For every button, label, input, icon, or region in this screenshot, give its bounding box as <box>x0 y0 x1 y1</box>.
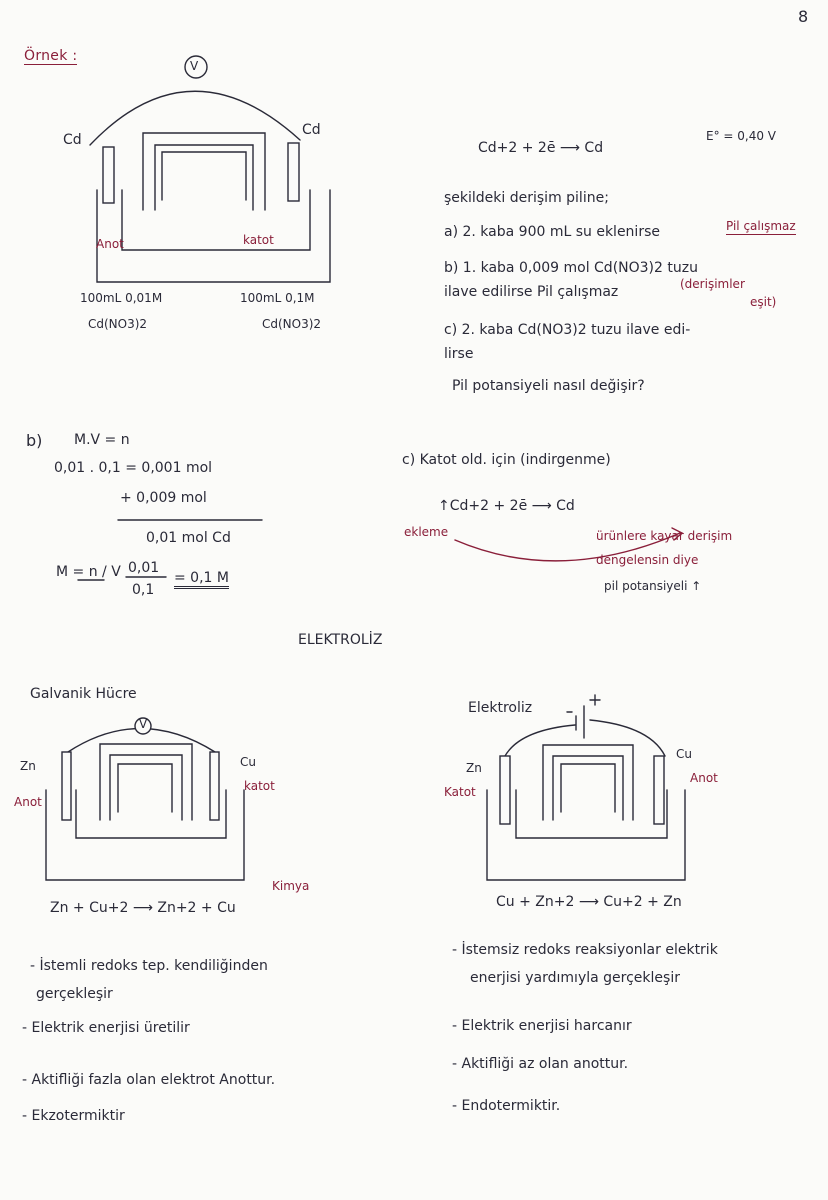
left-electrode-label: Cd <box>63 132 82 148</box>
question-a: a) 2. kaba 900 mL su eklenirse <box>444 224 660 240</box>
galvanic-cathode-label: katot <box>244 779 275 793</box>
right-electrode-label: Cd <box>302 122 321 138</box>
voltmeter-label: V <box>190 59 199 73</box>
galvanic-right-metal: Cu <box>240 755 256 769</box>
example-intro: şekildeki derişim piline; <box>444 190 609 206</box>
solution-b-frac-top: 0,01 <box>128 560 160 576</box>
electrolysis-left-metal: Zn <box>466 761 482 775</box>
galvanic-cell-diagram <box>46 718 244 880</box>
question-b-note: (derişimler <box>680 277 745 291</box>
electrolysis-reaction: Cu + Zn+2 ⟶ Cu+2 + Zn <box>496 894 682 910</box>
electrolysis-bullet-1: - İstemsiz redoks reaksiyonlar elektrik <box>452 942 718 958</box>
galvanic-reaction: Zn + Cu+2 ⟶ Zn+2 + Cu <box>50 900 236 916</box>
right-solution-conc: 100mL 0,1M <box>240 291 315 305</box>
electrolysis-right-metal: Cu <box>676 747 692 761</box>
solution-c-reaction: ↑Cd+2 + 2ē ⟶ Cd <box>438 498 575 514</box>
galvanic-left-metal: Zn <box>20 759 36 773</box>
right-solution-salt: Cd(NO3)2 <box>262 317 322 331</box>
question-c-line1: c) 2. kaba Cd(NO3)2 tuzu ilave edi- <box>444 322 691 338</box>
standard-potential: E° = 0,40 V <box>706 129 777 143</box>
question-b-line1: b) 1. kaba 0,009 mol Cd(NO3)2 tuzu <box>444 260 698 276</box>
page-number: 8 <box>798 7 809 26</box>
left-solution-salt: Cd(NO3)2 <box>88 317 148 331</box>
solution-b-label: b) <box>26 431 43 450</box>
galvanic-bullet-4: - Ekzotermiktir <box>22 1108 125 1124</box>
anode-label: Anot <box>96 237 124 251</box>
electrolysis-bullet-2: - Elektrik enerjisi harcanır <box>452 1018 632 1034</box>
galvanic-voltmeter: V <box>139 717 148 731</box>
concentration-cell-diagram <box>90 56 330 282</box>
galvanic-title: Galvanik Hücre <box>30 686 137 702</box>
question-c-line2: lirse <box>444 346 474 362</box>
solution-c-title: c) Katot old. için (indirgenme) <box>402 452 611 468</box>
electrolysis-title: Elektroliz <box>468 700 533 716</box>
electrolysis-anode-label: Anot <box>690 771 718 785</box>
solution-c-note1: ürünlere kayar derişim <box>596 529 733 543</box>
solution-b-line2: + 0,009 mol <box>120 490 207 506</box>
solution-b-formula: M.V = n <box>74 432 130 448</box>
galvanic-bullet-3: - Aktifliği fazla olan elektrot Anottur. <box>22 1072 276 1088</box>
example-reaction: Cd+2 + 2ē ⟶ Cd <box>478 140 604 156</box>
electrolysis-cell-diagram <box>487 695 685 880</box>
left-solution-conc: 100mL 0,01M <box>80 291 163 305</box>
electrolysis-cathode-label: Katot <box>444 785 476 799</box>
galvanic-bullet-1: - İstemli redoks tep. kendiliğinden <box>30 958 268 974</box>
solution-b-line3: 0,01 mol Cd <box>146 530 231 546</box>
electrolysis-bullet-4: - Endotermiktir. <box>452 1098 561 1114</box>
solution-b-frac-bottom: 0,1 <box>132 582 155 598</box>
electrolysis-bullet-3: - Aktifliği az olan anottur. <box>452 1056 629 1072</box>
solution-c-note3: pil potansiyeli ↑ <box>604 579 702 593</box>
section-title: ELEKTROLİZ <box>298 632 383 648</box>
kimya-watermark: Kimya <box>272 879 310 893</box>
question-b-note-2: eşit) <box>750 295 777 309</box>
question-b-line2: ilave edilirse Pil çalışmaz <box>444 284 619 300</box>
solution-b-line1: 0,01 . 0,1 = 0,001 mol <box>54 460 213 476</box>
cathode-label: katot <box>243 233 274 247</box>
electrolysis-bullet-1b: enerjisi yardımıyla gerçekleşir <box>470 970 680 986</box>
question-a-answer: Pil çalışmaz <box>726 219 796 233</box>
galvanic-anode-label: Anot <box>14 795 42 809</box>
galvanic-bullet-1b: gerçekleşir <box>36 986 113 1002</box>
solution-c-ekleme: ekleme <box>404 525 449 539</box>
galvanic-bullet-2: - Elektrik enerjisi üretilir <box>22 1020 190 1036</box>
solution-c-note2: dengelensin diye <box>596 553 699 567</box>
example-heading: Örnek : <box>24 48 78 64</box>
main-question: Pil potansiyeli nasıl değişir? <box>452 378 645 394</box>
solution-b-molarity: M = n / V <box>56 564 121 580</box>
solution-b-result: = 0,1 M <box>174 570 229 589</box>
